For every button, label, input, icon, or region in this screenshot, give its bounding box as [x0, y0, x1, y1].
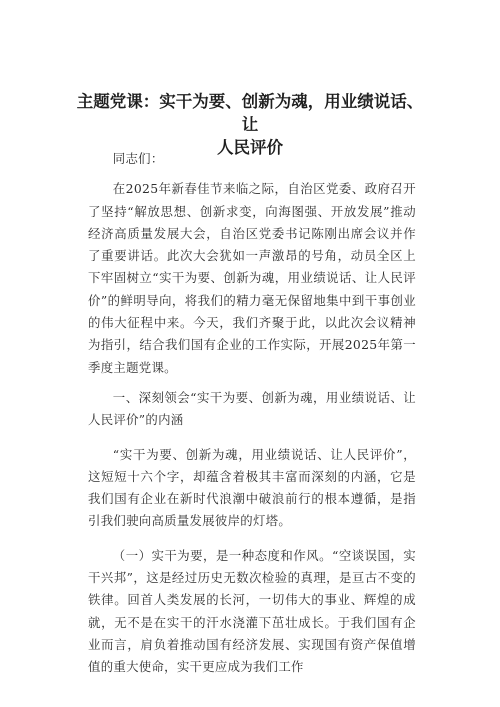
document-body [88, 148, 416, 679]
paragraph-intro: 在2025年新春佳节来临之际，自治区党委、政府召开了坚持“解放思想、创新求变，向海图强、开放发展”推动经济高质量发展大会，自治区党委书记陈刚出席会议并作了重要讲话。此次大会犹如一声激昂的号角，动员全区上下牢固树立“实干为要、创新为魂，用业绩说话、让人民评价”的鲜明导向，将我们的精力毫无保留地集中到干事创业的伟大征程中来。今天，我们齐聚于此，以此次会议精神为指引，结合我们国有企业的工作实际，开展2025年第一季度主题党课。 [88, 181, 416, 375]
paragraph-meaning: “实干为要、创新为魂，用业绩说话、让人民评价”，这短短十六个字，却蕴含着极其丰富而深刻的内涵，它是我们国有企业在新时代浪潮中破浪前行的根本遵循，是指引我们驶向高质量发展彼岸的灯塔。 [88, 446, 416, 529]
title-line-2: 人民评价 [217, 138, 283, 157]
title-line-1: 主题党课：实干为要、创新为魂，用业绩说话、让 [76, 92, 424, 134]
paragraph-subsection-1: （一）实干为要，是一种态度和作风。“空谈误国，实干兴邦”，这是经过历史无数次检验的真理，是亘古不变的铁律。回首人类发展的长河，一切伟大的事业、辉煌的成就，无不是在实干的汗水浇灌下茁壮成长。于我们国有企业而言，肩负着推动国有经济发展、实现国有资产保值增值的重大使命，实干更应成为我们工作 [88, 547, 416, 675]
salutation: 同志们： [112, 151, 164, 166]
section-heading-1: 一、深刻领会“实干为要、创新为魂，用业绩说话、让人民评价”的内涵 [88, 389, 416, 428]
